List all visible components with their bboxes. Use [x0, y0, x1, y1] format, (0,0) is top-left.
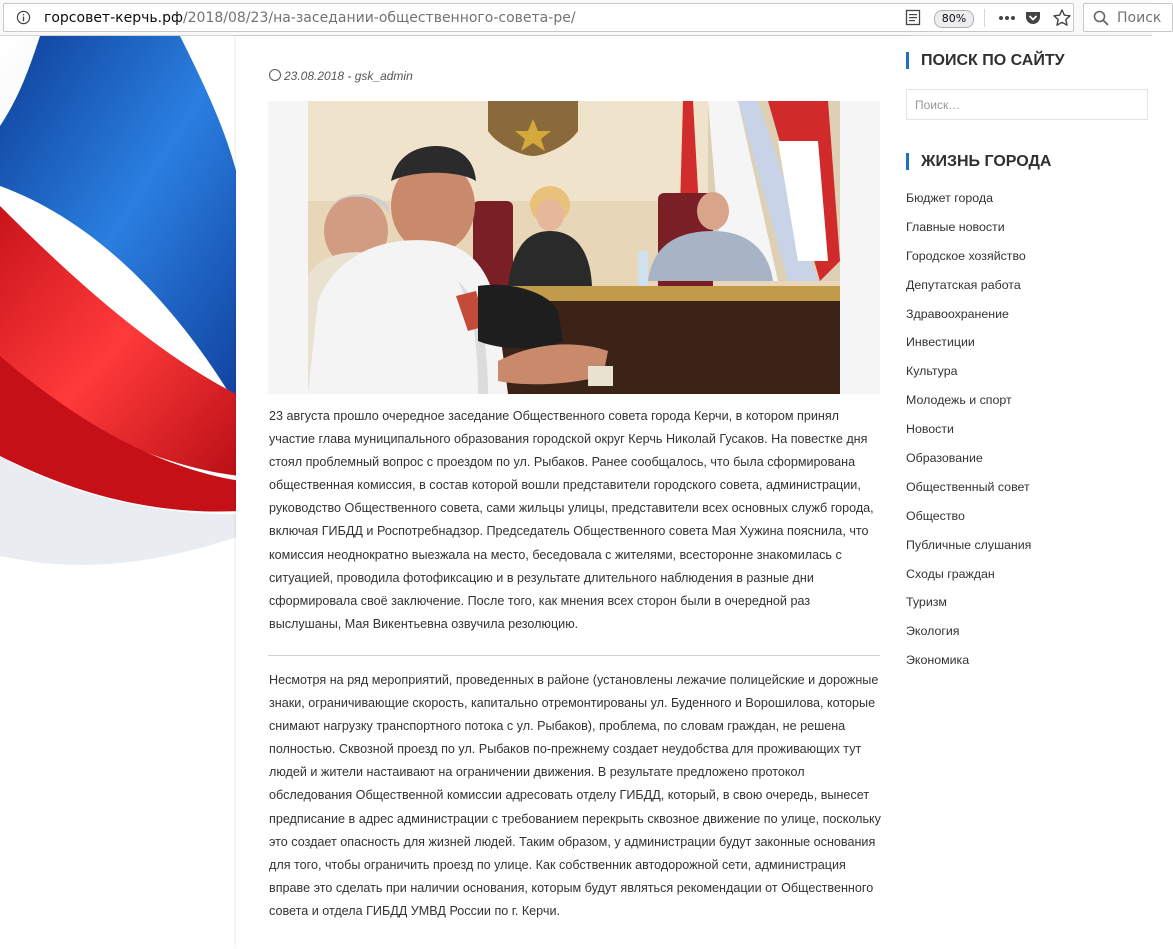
browser-toolbar: [0, 0, 1162, 36]
category-link[interactable]: Главные новости: [906, 219, 1005, 234]
post-date-author: 23.08.2018 - gsk_admin: [284, 69, 413, 83]
post-meta: [269, 68, 413, 83]
category-link[interactable]: Городское хозяйство: [906, 248, 1026, 263]
category-link[interactable]: Депутатская работа: [906, 277, 1021, 292]
zoom-indicator[interactable]: 80%: [934, 10, 974, 28]
category-link[interactable]: Бюджет города: [906, 191, 994, 205]
url-host: горсовет-керчь.рф: [44, 10, 183, 26]
info-icon[interactable]: [16, 10, 31, 25]
pocket-icon[interactable]: [1024, 9, 1042, 27]
search-icon: [1093, 10, 1109, 26]
article-photo: [308, 101, 840, 394]
address-bar[interactable]: [3, 3, 1074, 32]
category-link[interactable]: Инвестиции: [906, 335, 975, 350]
category-link[interactable]: Публичные слушания: [906, 537, 1032, 552]
flag-ribbon-decoration: [0, 36, 240, 949]
category-link[interactable]: Новости: [906, 422, 954, 437]
category-link[interactable]: Здравоохранение: [906, 306, 1009, 321]
article-paragraph-2: Несмотря на ряд мероприятий, проведенных в районе (установлены лежачие полицейские и дорожные знаки, ограничивающие скорость, капитально отремонтированы ул. Буденного и Ворошилова, которые снимают нагрузку транспортного потока с ул. Рыбаков), проблема, по словам граждан, не решена полностью. Сквозной проезд по ул. Рыбаков по-прежнему создает неудобства для проживающих тут людей и жители настаивают на ограничении движения. В результате предложено протокол обследования Общественной комиссии адресовать отделу ГИБДД, который, в свою очередь, вынесет предписание в адрес администрации с требованием перекрыть сквозное движение по улице, поскольку это создает опасность для жизней людей. Таким образом, у администрации будут законные основания для того, чтобы ограничить проезд по улице. Как собственник автодорожной сети, администрация вправе это сделать при наличии основания, которым будут являться рекомендации от Общественного совета и отдела ГИБДД УМВД России по г. Керчи.: [269, 673, 881, 918]
paragraph-divider: [268, 655, 880, 656]
site-search-input[interactable]: [906, 89, 1148, 120]
category-link[interactable]: Экономика: [906, 653, 970, 668]
category-link[interactable]: Общество: [906, 508, 965, 523]
toolbar-separator: [984, 9, 985, 27]
category-list: [906, 191, 1031, 682]
category-link[interactable]: Экология: [906, 624, 960, 639]
bookmark-star-icon[interactable]: [1052, 8, 1072, 28]
sidebar: [906, 36, 1152, 949]
category-link[interactable]: Культура: [906, 364, 958, 379]
article-content: [236, 36, 910, 949]
browser-search-bar[interactable]: [1083, 3, 1173, 32]
category-link[interactable]: Туризм: [906, 595, 947, 610]
category-link[interactable]: Сходы граждан: [906, 566, 995, 581]
site-search-placeholder: Поиск…: [915, 98, 961, 112]
url-path: /2018/08/23/на-заседании-общественного-совета-ре/: [182, 10, 576, 26]
clock-icon: [269, 69, 281, 81]
category-link[interactable]: Молодежь и спорт: [906, 393, 1012, 408]
page-actions-more-icon[interactable]: [997, 9, 1017, 27]
search-widget-title: ПОИСК ПО САЙТУ: [906, 52, 1065, 69]
url-text[interactable]: [44, 10, 576, 26]
category-link[interactable]: Общественный совет: [906, 479, 1030, 494]
city-life-widget-title: ЖИЗНЬ ГОРОДА: [906, 153, 1051, 170]
category-link[interactable]: Образование: [906, 451, 983, 466]
article-paragraph-1: 23 августа прошло очередное заседание Общественного совета города Керчи, в котором принял участие глава муниципального образования городской округ Керчь Николай Гусаков. На повестке дня стоял проблемный вопрос с проездом по ул. Рыбаков. Ранее сообщалось, что была сформирована общественная комиссия, в состав которой вошли представители городского совета, администрации, руководство Общественного совета, сами жильцы улицы, представители всех основных служб города, включая ГИБДД и Роспотребнадзор. Председатель Общественного совета Мая Хужина пояснила, что комиссия неоднократно выезжала на место, беседовала с жителями, всесторонне знакомилась с ситуацией, проводила фотофиксацию и в результате длительного наблюдения в разные дни сформировала своё заключение. После того, как мнения всех сторон были в очередной раз выслушаны, Мая Викентьевна озвучила резолюцию.: [269, 409, 874, 631]
reader-view-icon[interactable]: [905, 9, 921, 26]
photo-frame: [268, 101, 880, 394]
browser-search-placeholder: Поиск: [1117, 10, 1162, 26]
